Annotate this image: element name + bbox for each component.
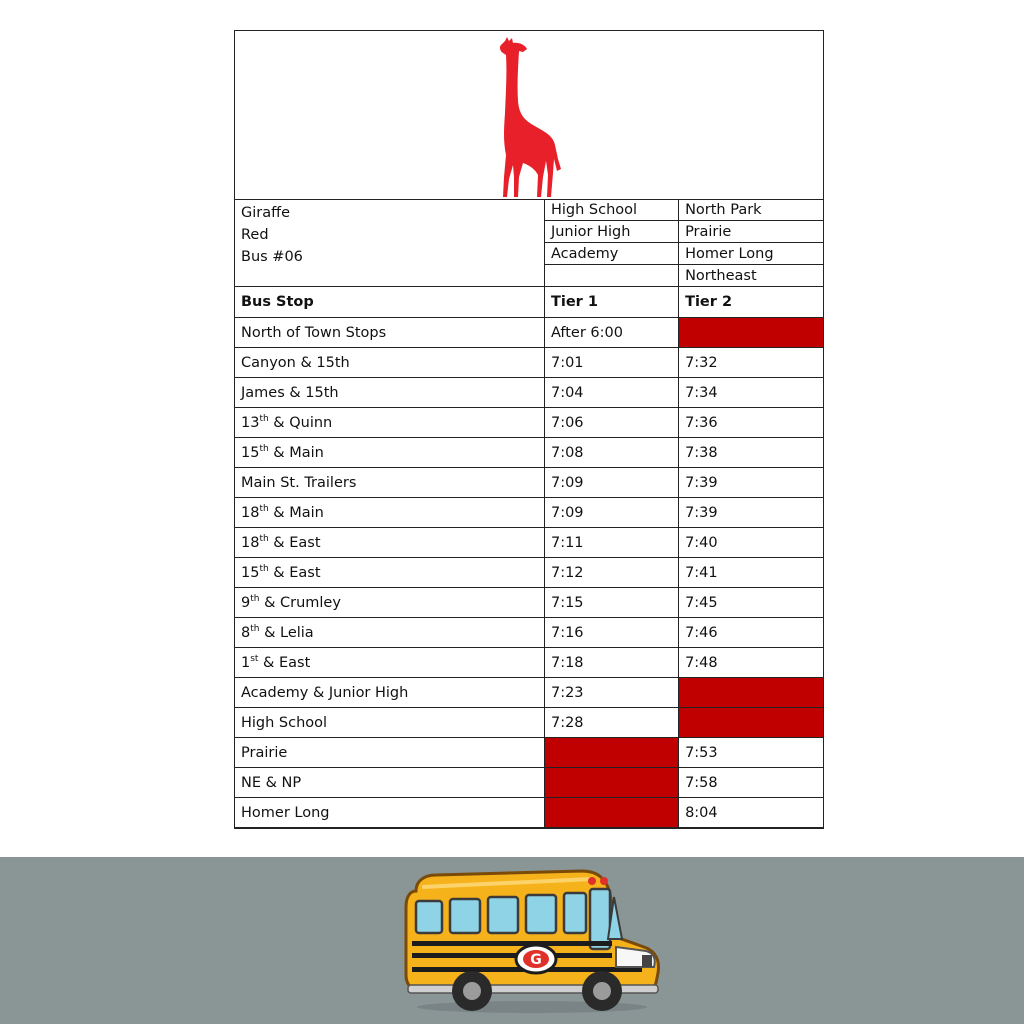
stop-row — [235, 498, 823, 528]
tier1-no-service-cell — [544, 768, 678, 798]
tier2-time: 7:34 — [679, 378, 823, 408]
tier2-time: 8:04 — [679, 798, 823, 828]
tier2-time: 7:53 — [679, 738, 823, 768]
tier1-school: Junior High — [544, 221, 678, 243]
header-tier1: Tier 1 — [544, 287, 678, 318]
stop-name: Academy & Junior High — [235, 678, 544, 708]
stop-row — [235, 648, 823, 678]
tier2-time: 7:40 — [679, 528, 823, 558]
stop-row — [235, 558, 823, 588]
tier2-time: 7:38 — [679, 438, 823, 468]
stop-row — [235, 768, 823, 798]
stop-name-street: & East — [268, 534, 321, 551]
route-name: Giraffe — [241, 205, 291, 221]
tier2-time: 7:36 — [679, 408, 823, 438]
stop-name-number: 15 — [241, 444, 260, 461]
route-info-row — [235, 199, 823, 221]
header-tier2: Tier 2 — [679, 287, 823, 318]
table-header-row — [235, 287, 823, 318]
stop-row — [235, 588, 823, 618]
stop-row — [235, 468, 823, 498]
stop-name-street: & Main — [268, 444, 324, 461]
stop-row — [235, 708, 823, 738]
stop-name-ordinal: th — [259, 503, 269, 514]
tier1-no-service-cell — [544, 738, 678, 768]
route-color: Red — [241, 227, 269, 243]
svg-text:G: G — [530, 952, 542, 968]
bus-number: Bus #06 — [241, 249, 303, 265]
school-bus-icon — [402, 867, 662, 1017]
stop-row — [235, 378, 823, 408]
tier1-time: After 6:00 — [544, 318, 678, 348]
stop-name-number: 8 — [241, 624, 251, 641]
stop-name-ordinal: th — [259, 413, 269, 424]
stop-name-street: & Lelia — [259, 624, 314, 641]
header-bus-stop: Bus Stop — [235, 287, 544, 318]
tier1-school: High School — [544, 199, 678, 221]
stop-name-street: & East — [268, 564, 321, 581]
tier1-time: 7:09 — [544, 498, 678, 528]
stop-name — [235, 498, 544, 528]
stop-name — [235, 438, 544, 468]
stop-name-number: 9 — [241, 594, 251, 611]
tier2-time: 7:46 — [679, 618, 823, 648]
stop-name — [235, 618, 544, 648]
tier1-no-service-cell — [544, 798, 678, 828]
stop-name: James & 15th — [235, 378, 544, 408]
stop-name-number: 1 — [241, 654, 251, 671]
tier2-no-service-cell — [679, 678, 823, 708]
stop-name-street: & Crumley — [259, 594, 341, 611]
stop-name — [235, 588, 544, 618]
tier2-time: 7:39 — [679, 498, 823, 528]
tier2-time: 7:32 — [679, 348, 823, 378]
tier2-time: 7:58 — [679, 768, 823, 798]
tier2-time: 7:39 — [679, 468, 823, 498]
tier1-time: 7:11 — [544, 528, 678, 558]
stop-row — [235, 678, 823, 708]
tier1-time: 7:09 — [544, 468, 678, 498]
tier1-time: 7:16 — [544, 618, 678, 648]
tier2-school: Homer Long — [679, 243, 823, 265]
giraffe-icon — [497, 37, 561, 199]
stop-name — [235, 558, 544, 588]
tier1-time: 7:12 — [544, 558, 678, 588]
stop-rows — [235, 318, 823, 828]
tier1-school: Academy — [544, 243, 678, 265]
stop-name: Canyon & 15th — [235, 348, 544, 378]
stop-name-street: & Quinn — [268, 414, 333, 431]
tier1-time: 7:23 — [544, 678, 678, 708]
stop-name: Main St. Trailers — [235, 468, 544, 498]
tier1-time: 7:06 — [544, 408, 678, 438]
tier1-time: 7:08 — [544, 438, 678, 468]
stop-row — [235, 618, 823, 648]
stop-name: NE & NP — [235, 768, 544, 798]
bus-schedule-table — [235, 199, 823, 828]
stop-name-number: 18 — [241, 534, 260, 551]
stop-name-number: 13 — [241, 414, 260, 431]
stop-name: Prairie — [235, 738, 544, 768]
stop-name — [235, 528, 544, 558]
stop-row — [235, 318, 823, 348]
stop-name-number: 15 — [241, 564, 260, 581]
stop-name-ordinal: st — [250, 653, 259, 664]
tier2-no-service-cell — [679, 318, 823, 348]
stop-name: North of Town Stops — [235, 318, 544, 348]
stop-row — [235, 528, 823, 558]
stop-name — [235, 408, 544, 438]
stop-name-street: & Main — [268, 504, 324, 521]
tier1-time: 7:28 — [544, 708, 678, 738]
stop-name-ordinal: th — [250, 593, 260, 604]
stop-row — [235, 738, 823, 768]
stop-name: High School — [235, 708, 544, 738]
stop-name-ordinal: th — [259, 563, 269, 574]
stop-name-ordinal: th — [259, 443, 269, 454]
tier2-school: North Park — [679, 199, 823, 221]
route-identity — [235, 199, 544, 287]
stop-row — [235, 438, 823, 468]
stop-name-ordinal: th — [259, 533, 269, 544]
footer-band — [0, 857, 1024, 1024]
tier2-time: 7:48 — [679, 648, 823, 678]
tier2-time: 7:41 — [679, 558, 823, 588]
tier2-no-service-cell — [679, 708, 823, 738]
stop-row — [235, 348, 823, 378]
schedule-document — [234, 30, 824, 829]
tier2-time: 7:45 — [679, 588, 823, 618]
stop-name — [235, 648, 544, 678]
tier1-time: 7:15 — [544, 588, 678, 618]
stop-row — [235, 408, 823, 438]
stop-name: Homer Long — [235, 798, 544, 828]
tier1-time: 7:04 — [544, 378, 678, 408]
stop-name-number: 18 — [241, 504, 260, 521]
stop-name-street: & East — [258, 654, 311, 671]
tier1-time: 7:01 — [544, 348, 678, 378]
tier1-time: 7:18 — [544, 648, 678, 678]
stop-row — [235, 798, 823, 828]
tier1-school — [544, 265, 678, 287]
logo-area — [235, 31, 823, 200]
stop-name-ordinal: th — [250, 623, 260, 634]
tier2-school: Prairie — [679, 221, 823, 243]
tier2-school: Northeast — [679, 265, 823, 287]
